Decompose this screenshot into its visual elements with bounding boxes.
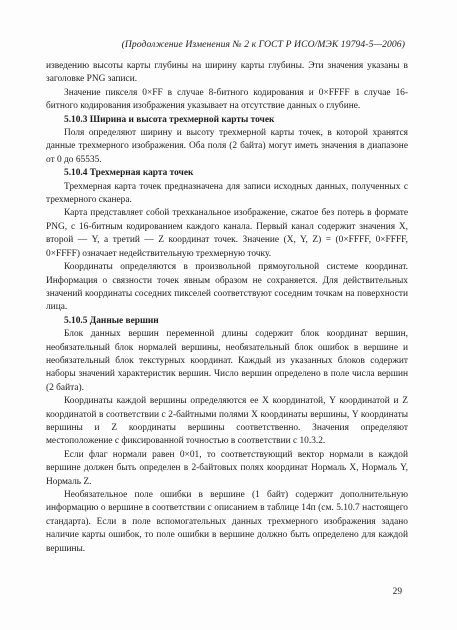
document-body — [46, 60, 408, 556]
section-heading-5-10-4: 5.10.4 Трехмерная карта точек — [64, 168, 194, 179]
running-head: (Продолжение Изменения № 2 к ГОСТ Р ИСО/МЭК 19794-5—2006) — [121, 39, 405, 50]
paragraph: Блок данных вершин переменной длины содержит блок координат вершин, необязательный блок нормалей вершины, необязательный блок ошибок в вершине и необязательный блок текстурных координат. Каждый из указанных блоков содержит наборы значений характеристик вершин. Число вершин определено в поле числа вершин (2 байта). — [46, 329, 408, 393]
paragraph: Если флаг нормали равен 0×01, то соответствующий вектор нормали в каждой вершине должен быть определен в 2-байтовых полях координат Нормаль X, Нормаль Y, Нормаль Z. — [46, 449, 408, 487]
paragraph: Координаты каждой вершины определяются ее X координатой, Y координатой и Z координатой в соответствии с 2-байтными полями X координаты вершины, Y координаты вершины и Z координаты вершины соответственно. Значения определяют местоположение с фиксированной точностью в соответствии с 10.3.2. — [46, 396, 408, 447]
paragraph: Координаты определяются в произвольной прямоугольной системе координат. Информация о связности точек явным образом не сохраняется. Для действительных значений координаты соседних пикселей соответствуют соседним точкам на поверхности лица. — [46, 262, 408, 313]
section-heading-5-10-3: 5.10.3 Ширина и высота трехмерной карты точек — [64, 114, 275, 125]
paragraph: Карта представляет собой трехканальное изображение, сжатое без потерь в формате PNG, с 16-битным кодированием каждого канала. Первый канал содержит значения X, второй — Y, а третий — Z координат точек. Значение (X, Y, Z) = (0×FFFF, 0×FFFF, 0×FFFF) означает недействительную трехмерную точку. — [46, 208, 408, 259]
paragraph: изведению высоты карты глубины на ширину карты глубины. Эти значения указаны в заголовке PNG записи. — [46, 61, 408, 85]
page-number: 29 — [392, 587, 402, 597]
paragraph: Необязательное поле ошибки в вершине (1 байт) содержит дополнительную информацию о вершине в соответствии с описанием в таблице 14п (см. 5.10.7 настоящего стандарта). Если в поле вспомогательных данных трехмерного изображения задано наличие карты ошибок, то поле ошибки в вершине должно быть определено для каждой вершины. — [46, 490, 408, 554]
paragraph: Значение пикселя 0×FF в случае 8-битного кодирования и 0×FFFF в случае 16-битного кодирования изображения указывает на отсутствие данных о глубине. — [46, 87, 408, 112]
paragraph: Трехмерная карта точек предназначена для записи исходных данных, полученных с трехмерного сканера. — [46, 181, 408, 206]
section-heading-5-10-5: 5.10.5 Данные вершин — [64, 315, 159, 326]
paragraph: Поля определяют ширину и высоту трехмерной карты точек, в которой хранятся данные трехмерного изображения. Оба поля (2 байта) могут иметь значения в диапазоне от 0 до 65535. — [46, 128, 408, 165]
